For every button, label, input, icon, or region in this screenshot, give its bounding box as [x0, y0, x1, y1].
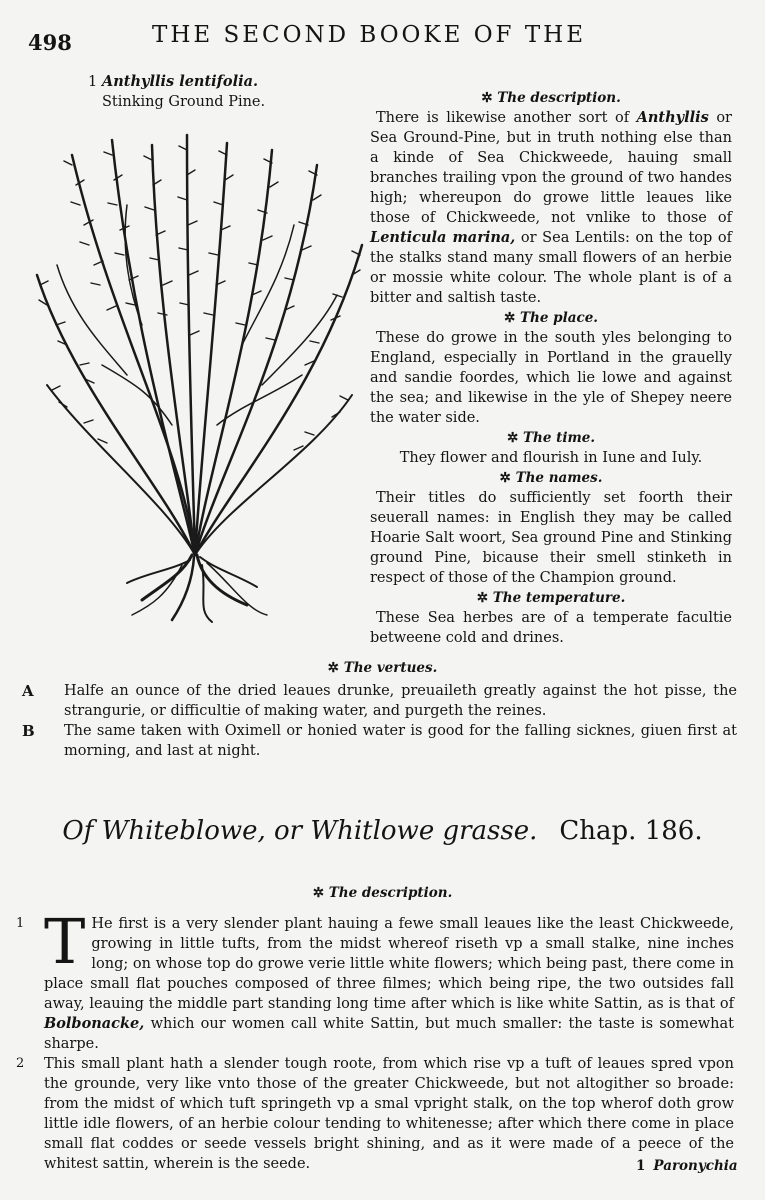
italic-term: Lenticula marina,: [370, 229, 516, 246]
figure-english-name: Stinking Ground Pine.: [102, 94, 266, 110]
paragraph-number: 1: [16, 916, 25, 931]
temperature-heading: ✲ The temperature.: [476, 590, 626, 606]
running-title: THE SECOND BOOKE OF THE: [152, 22, 587, 48]
chapter-title: [0, 816, 765, 846]
figure-number: 1: [88, 74, 98, 90]
plant-woodcut-illustration: [32, 125, 372, 625]
description-text: [370, 108, 732, 308]
paragraph-1-text: [44, 905, 734, 1052]
text-run: He first is a very slender plant hauing a fewe small leaues like the least Chickweede, growing in little tufts, from the midst whereof riseth vp a small stalke, nine inches long; on whose top do growe verie little white flowers; which being past, there come in place small flat pouches composed of three filmes; which being ripe, the two outsides fall away, leauing the middle part standing long time after which is like white Sattin, as is that of: [44, 916, 734, 1012]
place-text: These do growe in the south yles belonging to England, especially in Portland in the grauelly and sandie foordes, which lie lowe and against the sea; and likewise in the yle of Shepey neere the water side.: [370, 330, 732, 426]
chapter-name: Of Whiteblowe, or Whitlowe grasse.: [62, 816, 538, 846]
chapter-number: Chap. 186.: [559, 816, 703, 846]
italic-term: Anthyllis: [636, 109, 709, 126]
vertue-letter: B: [22, 722, 35, 740]
chapter-description-heading: ✲ The description.: [312, 885, 453, 901]
chapter-body: [16, 905, 734, 1174]
vertue-item: [22, 681, 737, 721]
italic-term: Bolbonacke,: [44, 1015, 145, 1032]
vertue-text: The same taken with Oximell or honied water is good for the falling sicknes, giuen first at morning, and last at night.: [64, 723, 737, 759]
vertue-item: [22, 721, 737, 761]
paragraph-2: [16, 1054, 734, 1174]
text-run: or Sea Ground-Pine, but in truth nothing else than a kinde of Sea Chickweede, hauing small branches trailing vpon the ground of two handes high; whereupon do growe little leaues like those of Chickweede, not vnlike to those of: [370, 110, 732, 226]
vertues-list: [22, 681, 737, 761]
text-run: There is likewise another sort of: [376, 110, 637, 126]
text-run: which our women call white Sattin, but much smaller: the taste is somewhat sharpe.: [44, 1016, 734, 1052]
right-column: [370, 88, 732, 648]
vertue-letter: A: [22, 682, 34, 700]
paragraph-1: [16, 905, 734, 1054]
paragraph-number: 2: [16, 1056, 25, 1071]
figure-latin-name: Anthyllis lentifolia.: [102, 73, 259, 90]
drop-cap: T: [44, 905, 86, 978]
names-text: Their titles do sufficiently set foorth their seuerall names: in English they may be called Hoarie Salt woort, Sea ground Pine and Stinking ground Pine, bicause their smell stinketh in respect of those of the Champion ground.: [370, 490, 732, 586]
page-number: 498: [28, 30, 72, 55]
place-heading: ✲ The place.: [504, 310, 598, 326]
time-text: They flower and flourish in Iune and Iuly.: [399, 450, 703, 466]
text-run: or Sea Lentils: on the top of the stalks stand many small flowers of an herbie or mossie white colour. The whole plant is of a bitter and saltish taste.: [370, 230, 732, 306]
paragraph-2-text: This small plant hath a slender tough roote, from which rise vp a tuft of leaues spred vpon the grounde, very like vnto those of the greater Chickweede, but not altogither so broade: from the midst of which tuft springeth vp a smal vpright stalk, on the top wherof doth grow little idle flowers, of an herbie colour tending to whitenesse; after which there come in place small flat coddes or seede vessels bright shining, and as it were made of a peece of the whitest sattin, wherein is the seede.: [44, 1056, 734, 1172]
figure-caption: [88, 72, 265, 112]
vertue-text: Halfe an ounce of the dried leaues drunke, preuaileth greatly against the hot pisse, the strangurie, or difficultie of making water, and purgeth the reines.: [64, 683, 737, 719]
names-heading: ✲ The names.: [499, 470, 603, 486]
time-heading: ✲ The time.: [506, 430, 596, 446]
vertues-heading: ✲ The vertues.: [327, 660, 438, 676]
temperature-text: These Sea herbes are of a temperate facultie betweene cold and drines.: [370, 610, 732, 646]
catchword: 1 Paronychia: [636, 1158, 738, 1174]
description-heading: ✲ The description.: [481, 90, 621, 106]
